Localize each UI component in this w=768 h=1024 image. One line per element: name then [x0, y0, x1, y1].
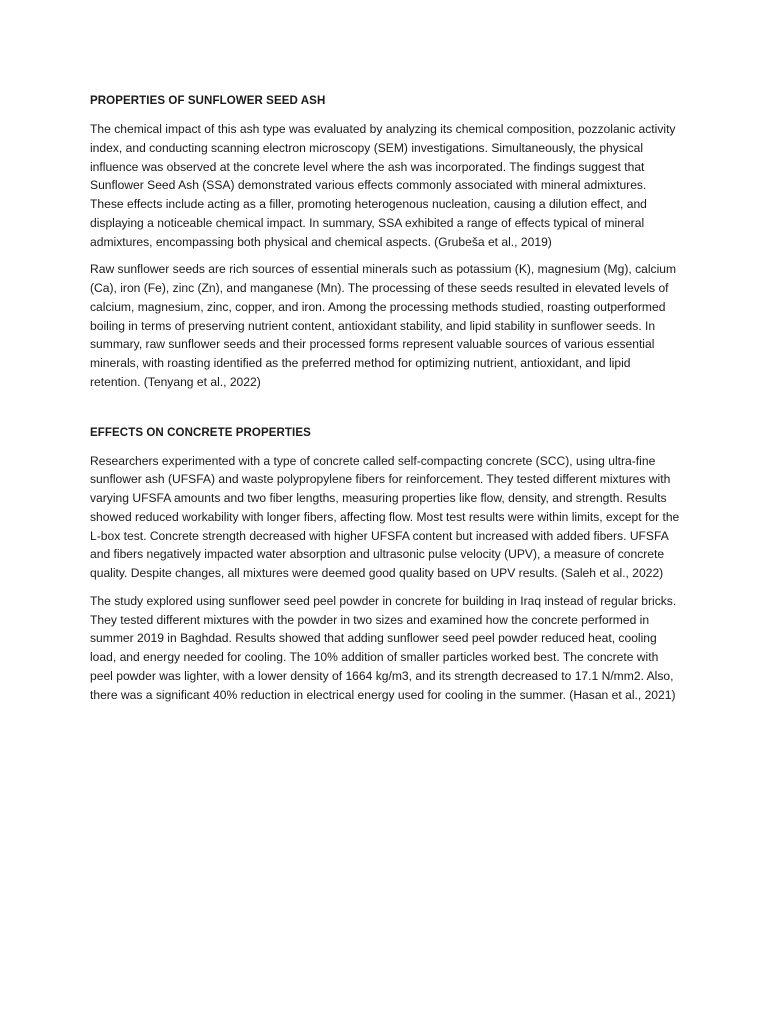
section-sunflower-seed-ash — [90, 93, 682, 392]
section-concrete-properties — [90, 425, 682, 705]
section-heading: PROPERTIES OF SUNFLOWER SEED ASH — [90, 95, 326, 107]
section-spacer — [90, 401, 682, 425]
section-heading: EFFECTS ON CONCRETE PROPERTIES — [90, 426, 311, 439]
paragraph: Researchers experimented with a type of concrete called self-compacting concrete (SCC), using ultra-fine sunflower ash (UFSFA) and waste polypropylene fibers for reinforcement. They tested different mixtures with varying UFSFA amounts and two fiber lengths, measuring properties like flow, density, and strength. Results showed reduced workability with longer fibers, affecting flow. Most test results were within limits, except for the L-box test. Concrete strength decreased with higher UFSFA content but increased with added fibers. UFSFA and fibers negatively impacted water absorption and ultrasonic pulse velocity (UPV), a measure of concrete quality. Despite changes, all mixtures were deemed good quality based on UPV results. (Saleh et al., 2022) — [90, 453, 680, 580]
paragraph: The chemical impact of this ash type was evaluated by analyzing its chemical composition, pozzolanic activity index, and conducting scanning electron microscopy (SEM) investigations. Simultaneously, the physical influence was observed at the concrete level where the ash was incorporated. The findings suggest that Sunflower Seed Ash (SSA) demonstrated various effects commonly associated with mineral admixtures. These effects include acting as a filler, promoting heterogenous nucleation, causing a dilution effect, and displaying a noticeable chemical impact. In summary, SSA exhibited a range of effects typical of mineral admixtures, encompassing both physical and chemical aspects. (Grubeša et al., 2019) — [90, 122, 676, 249]
paragraph: The study explored using sunflower seed peel powder in concrete for building in Iraq instead of regular bricks. They tested different mixtures with the powder in two sizes and examined how the concrete performed in summer 2019 in Baghdad. Results showed that adding sunflower seed peel powder reduced heat, cooling load, and energy needed for cooling. The 10% addition of smaller particles worked best. The concrete with peel powder was lighter, with a lower density of 1664 kg/m3, and its strength decreased to 17.1 N/mm2. Also, there was a significant 40% reduction in electrical energy used for cooling in the summer. (Hasan et al., 2021) — [90, 593, 677, 702]
paragraph: Raw sunflower seeds are rich sources of essential minerals such as potassium (K), magnesium (Mg), calcium (Ca), iron (Fe), zinc (Zn), and manganese (Mn). The processing of these seeds resulted in elevated levels of calcium, magnesium, zinc, copper, and iron. Among the processing methods studied, roasting outperformed boiling in terms of preserving nutrient content, antioxidant stability, and lipid stability in sunflower seeds. In summary, raw sunflower seeds and their processed forms represent valuable sources of various essential minerals, with roasting identified as the preferred method for optimizing nutrient, antioxidant, and lipid retention. (Tenyang et al., 2022) — [90, 262, 677, 389]
document-page — [90, 93, 682, 713]
